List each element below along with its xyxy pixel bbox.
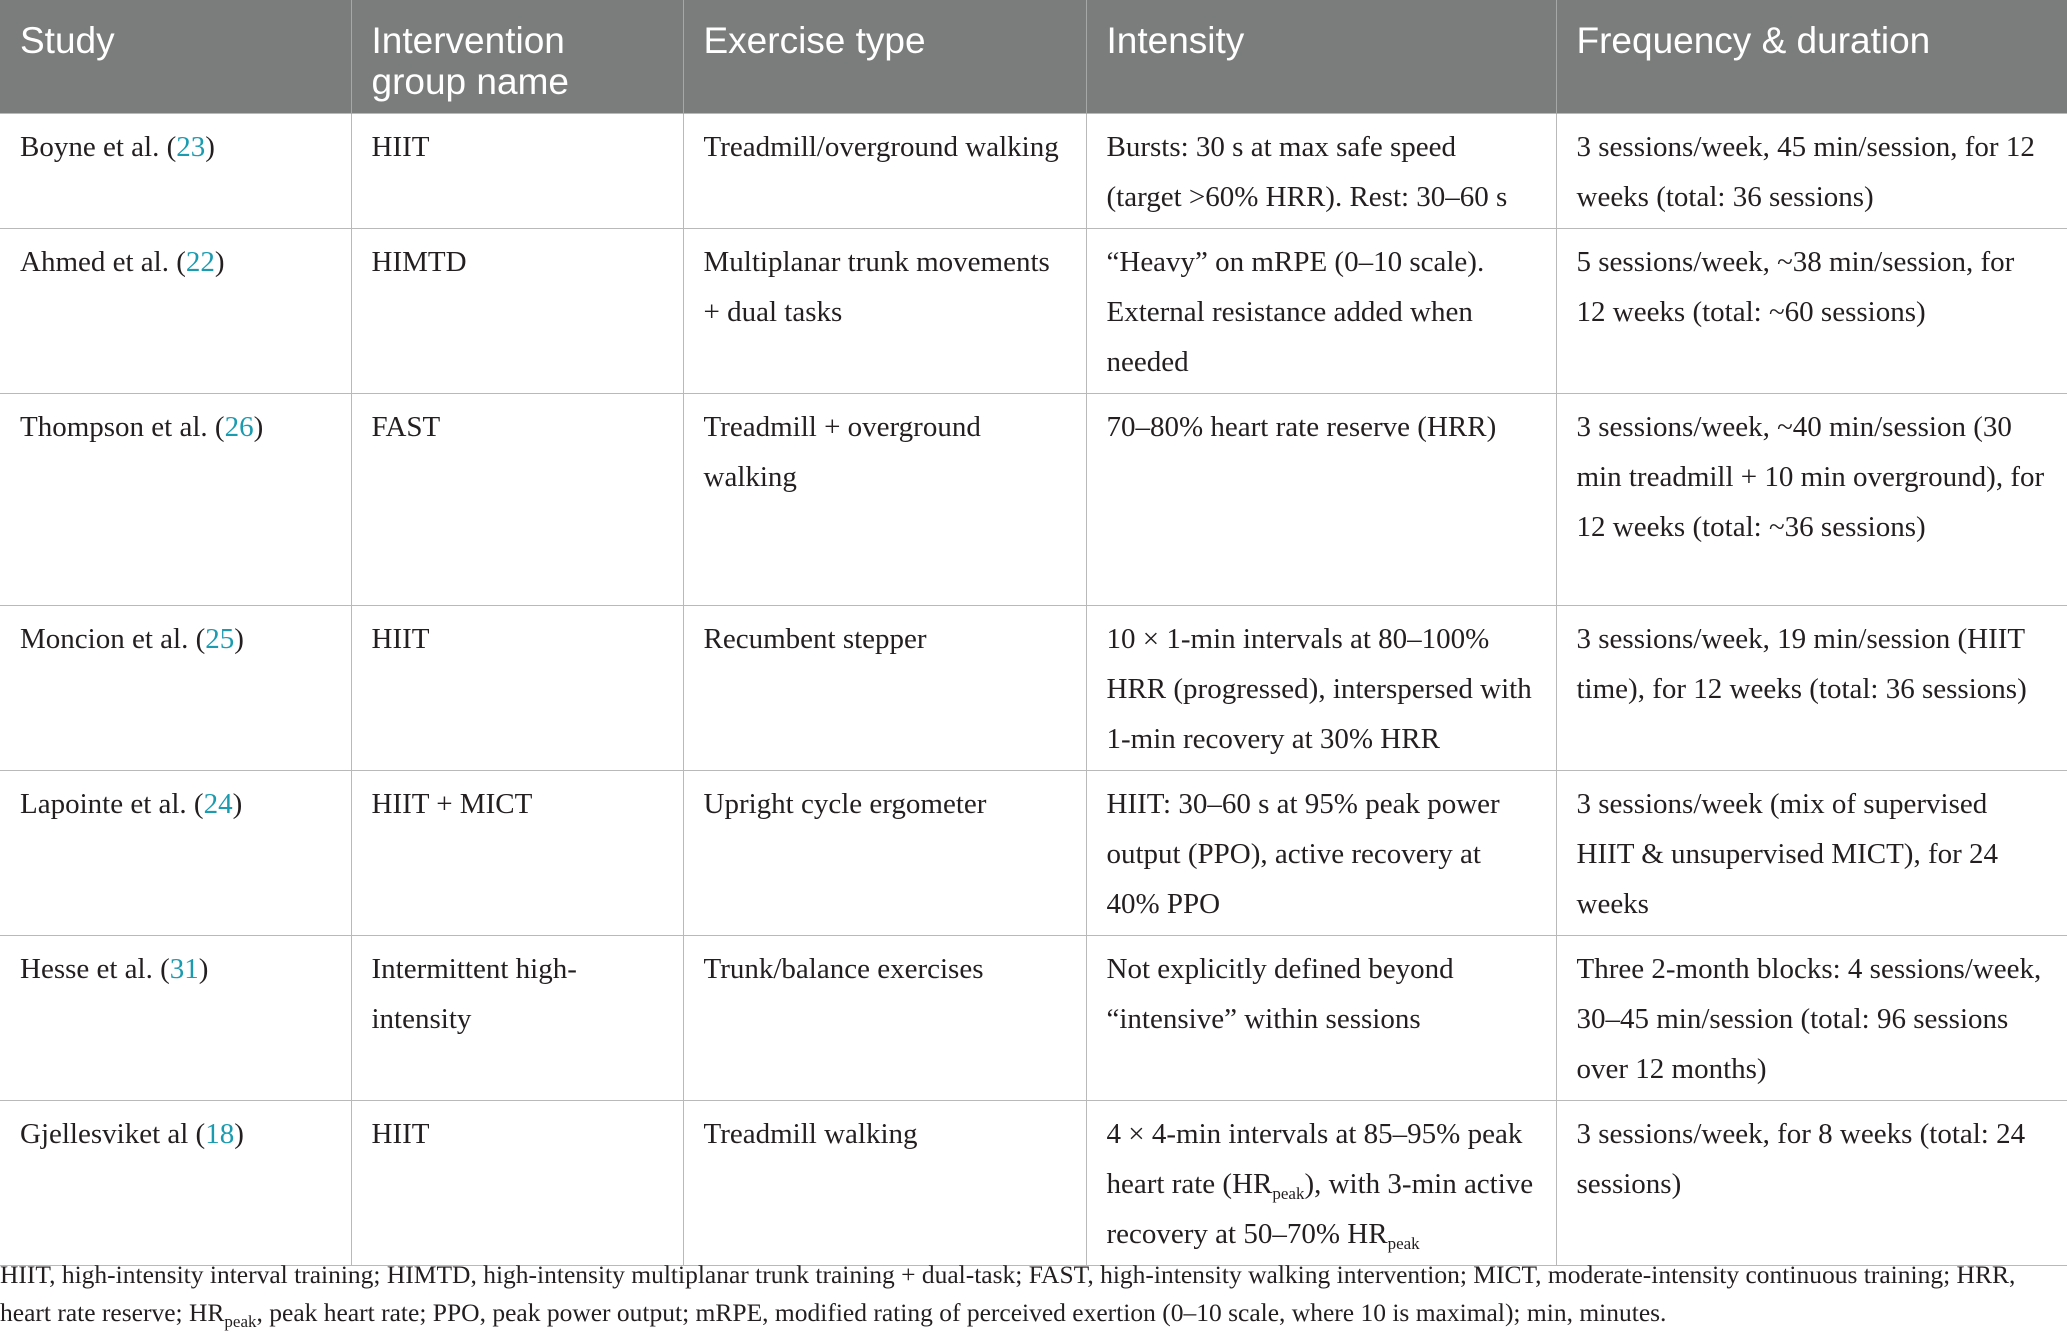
cell-exercise: Recumbent stepper xyxy=(683,605,1086,770)
reference-link[interactable]: 25 xyxy=(205,622,235,655)
header-frequency-duration: Frequency & duration xyxy=(1556,0,2067,113)
cell-group: FAST xyxy=(351,393,683,605)
cell-study: Boyne et al. (23) xyxy=(0,113,351,228)
reference-link[interactable]: 23 xyxy=(176,130,206,163)
reference-link[interactable]: 22 xyxy=(185,245,215,278)
cell-exercise: Trunk/balance exercises xyxy=(683,935,1086,1100)
cell-study: Hesse et al. (31) xyxy=(0,935,351,1100)
header-exercise-type: Exercise type xyxy=(683,0,1086,113)
cell-study: Ahmed et al. (22) xyxy=(0,228,351,393)
header-intervention-group: Intervention group name xyxy=(351,0,683,113)
cell-exercise: Treadmill walking xyxy=(683,1100,1086,1265)
cell-exercise: Treadmill/overground walking xyxy=(683,113,1086,228)
cell-intensity: Not explicitly defined beyond “intensive” within sessions xyxy=(1086,935,1556,1100)
table-row xyxy=(0,113,2067,228)
header-study: Study xyxy=(0,0,351,113)
table-header-row xyxy=(0,0,2067,113)
table-row xyxy=(0,935,2067,1100)
cell-intensity: HIIT: 30–60 s at 95% peak power output (PPO), active recovery at 40% PPO xyxy=(1086,770,1556,935)
cell-group: HIIT + MICT xyxy=(351,770,683,935)
cell-group: HIIT xyxy=(351,1100,683,1265)
table-row xyxy=(0,228,2067,393)
table-footnote: HIIT, high-intensity interval training; HIMTD, high-intensity multiplanar trunk training + dual-task; FAST, high-intensity walking intervention; MICT, moderate-intensity continuous training; HRR, heart rate reserve; $HR_{peak}$, peak heart rate; PPO, peak power output; mRPE, modified rating of perceived exertion (0–10 scale, where 10 is maximal); min, minutes. xyxy=(0,1260,2016,1331)
cell-frequency: 3 sessions/week (mix of supervised HIIT & unsupervised MICT), for 24 weeks xyxy=(1556,770,2067,935)
cell-study: Thompson et al. (26) xyxy=(0,393,351,605)
cell-intensity: Bursts: 30 s at max safe speed (target >60% HRR). Rest: 30–60 s xyxy=(1086,113,1556,228)
reference-link[interactable]: 31 xyxy=(169,952,199,985)
cell-group: HIIT xyxy=(351,113,683,228)
cell-study: Gjellesviket al (18) xyxy=(0,1100,351,1265)
cell-exercise: Multiplanar trunk movements + dual tasks xyxy=(683,228,1086,393)
table-row xyxy=(0,393,2067,605)
cell-frequency: 3 sessions/week, ~40 min/session (30 min treadmill + 10 min overground), for 12 weeks (total: ~36 sessions) xyxy=(1556,393,2067,605)
cell-intensity: “Heavy” on mRPE (0–10 scale). External resistance added when needed xyxy=(1086,228,1556,393)
cell-frequency: 3 sessions/week, 45 min/session, for 12 weeks (total: 36 sessions) xyxy=(1556,113,2067,228)
cell-intensity: 4 × 4-min intervals at 85–95% peak heart rate $(HR_{peak})$, with 3-min active recovery at 50–70% $HR_{peak}$ xyxy=(1086,1100,1556,1265)
cell-study: Lapointe et al. (24) xyxy=(0,770,351,935)
cell-study: Moncion et al. (25) xyxy=(0,605,351,770)
cell-group: HIIT xyxy=(351,605,683,770)
table-row xyxy=(0,1100,2067,1265)
cell-exercise: Upright cycle ergometer xyxy=(683,770,1086,935)
cell-frequency: 5 sessions/week, ~38 min/session, for 12 weeks (total: ~60 sessions) xyxy=(1556,228,2067,393)
reference-link[interactable]: 24 xyxy=(203,787,233,820)
header-intensity: Intensity xyxy=(1086,0,1556,113)
cell-intensity: 10 × 1-min intervals at 80–100% HRR (progressed), interspersed with 1-min recovery at 30% HRR xyxy=(1086,605,1556,770)
table-row xyxy=(0,605,2067,770)
cell-group: HIMTD xyxy=(351,228,683,393)
cell-frequency: 3 sessions/week, for 8 weeks (total: 24 sessions) xyxy=(1556,1100,2067,1265)
cell-intensity: 70–80% heart rate reserve (HRR) xyxy=(1086,393,1556,605)
reference-link[interactable]: 18 xyxy=(205,1117,235,1150)
cell-group: Intermittent high-intensity xyxy=(351,935,683,1100)
cell-exercise: Treadmill + overground walking xyxy=(683,393,1086,605)
table-row xyxy=(0,770,2067,935)
cell-frequency: Three 2-month blocks: 4 sessions/week, 30–45 min/session (total: 96 sessions over 12 months) xyxy=(1556,935,2067,1100)
reference-link[interactable]: 26 xyxy=(224,410,254,443)
cell-frequency: 3 sessions/week, 19 min/session (HIIT time), for 12 weeks (total: 36 sessions) xyxy=(1556,605,2067,770)
